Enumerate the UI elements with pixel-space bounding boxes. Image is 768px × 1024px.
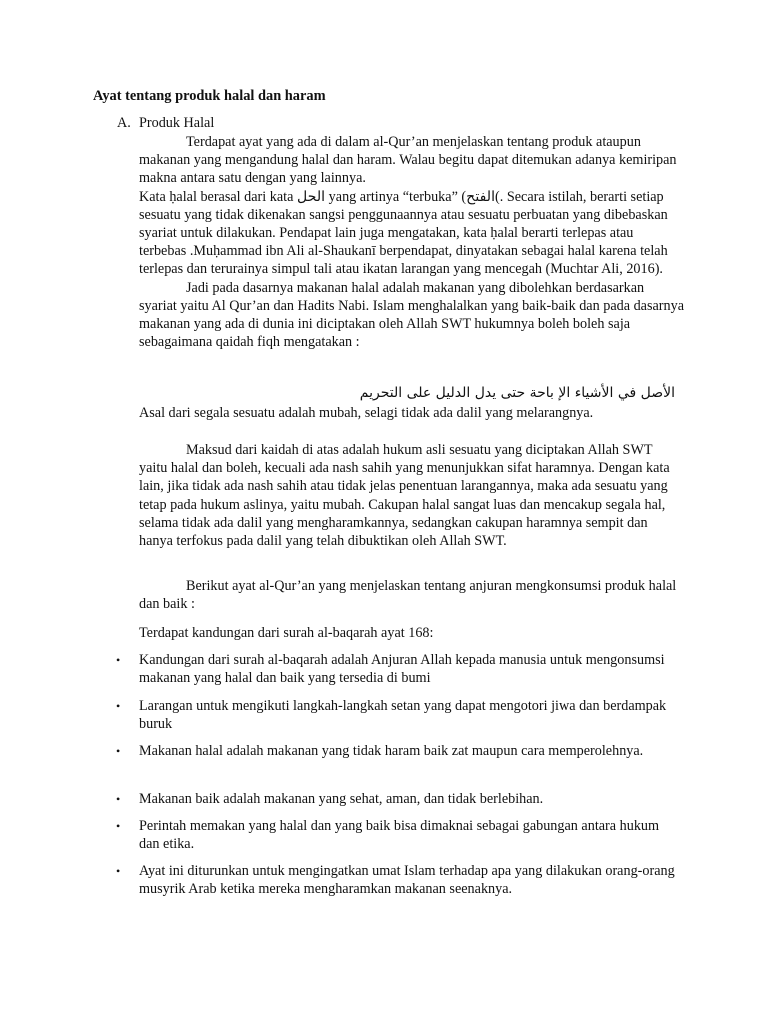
arabic-fiqh-rule: الأصل في الأشياء الإ باحة حتى يدل الدليل على التحريم	[359, 385, 675, 401]
rule-translation: Asal dari segala sesuatu adalah mubah, selagi tidak ada dalil yang melarangnya.	[139, 405, 594, 421]
list-item-text: Kandungan dari surah al-baqarah adalah Anjuran Allah kepada manusia untuk mengonsumsi makanan yang halal dan baik yang tersedia di bumi	[139, 652, 665, 687]
list-item	[116, 817, 679, 854]
section-a-heading	[117, 115, 214, 132]
bullet-icon: •	[116, 744, 121, 758]
bullet-icon: •	[116, 819, 121, 833]
paragraph-1-block	[139, 133, 684, 351]
list-item	[116, 651, 679, 688]
paragraph-5-block	[139, 577, 684, 613]
bullet-icon: •	[116, 864, 121, 878]
list-item-text: Ayat ini diturunkan untuk mengingatkan umat Islam terhadap apa yang dilakukan orang-orang musyrik Arab ketika mereka mengharamkan makanan seenaknya.	[139, 863, 675, 898]
paragraph-4: Maksud dari kaidah di atas adalah hukum asli sesuatu yang diciptakan Allah SWT yaitu halal dan boleh, kecuali ada nash sahih yang menunjukkan sifat haramnya. Dengan kata lain, jika tidak ada nash sahih atau tidak jelas penentuan larangannya, maka ada sesuatu yang tetap pada hukum aslinya, yaitu mubah. Cakupan halal sangat luas dan mencakup segala hal, selama tidak ada dalil yang mengharamkannya, sedangkan cakupan haramnya sempit dan hanya terfokus pada dalil yang telah dibuktikan oleh Allah SWT.	[139, 442, 670, 550]
list-item	[116, 697, 679, 734]
list-item	[116, 790, 679, 808]
list-item	[116, 742, 679, 760]
list-item	[116, 862, 679, 899]
list-item-text: Perintah memakan yang halal dan yang baik bisa dimaknai sebagai gabungan antara hukum dan etika.	[139, 818, 660, 853]
section-a-letter: A.	[117, 115, 131, 131]
list-item-text: Larangan untuk mengikuti langkah-langkah setan yang dapat mengotori jiwa dan berdampak buruk	[139, 698, 667, 733]
paragraph-3: Jadi pada dasarnya makanan halal adalah makanan yang dibolehkan berdasarkan syariat yaitu Al Qur’an dan Hadits Nabi. Islam menghalalkan yang baik-baik dan pada dasarnya makanan yang ada di dunia ini diciptakan oleh Allah SWT hukumnya boleh boleh saja sebagaimana qaidah fiqh mengatakan :	[139, 279, 684, 351]
list-item-text: Makanan halal adalah makanan yang tidak haram baik zat maupun cara memperolehnya.	[139, 743, 644, 759]
document-title: Ayat tentang produk halal dan haram	[93, 88, 326, 104]
bullet-icon: •	[116, 653, 121, 667]
list-item-text: Makanan baik adalah makanan yang sehat, aman, dan tidak berlebihan.	[139, 791, 544, 807]
paragraph-5: Berikut ayat al-Qur’an yang menjelaskan tentang anjuran mengkonsumsi produk halal dan baik :	[139, 578, 677, 613]
paragraph-6: Terdapat kandungan dari surah al-baqarah ayat 168:	[139, 625, 434, 641]
bullet-icon: •	[116, 699, 121, 713]
section-a-title: Produk Halal	[139, 115, 215, 131]
bullet-icon: •	[116, 792, 121, 806]
paragraph-2: Kata ḥalal berasal dari kata الحل yang artinya “terbuka” (الفتح(. Secara istilah, berarti setiap sesuatu yang tidak dikenakan sangsi penggunaannya atau sesuatu perbuatan yang dibebaskan syariat untuk dilakukan. Pendapat lain juga mengatakan, kata ḥalal berarti terlepas atau terbebas .Muḥammad ibn Ali al-Shaukanī berpendapat, dinyatakan sebagai halal karena telah terlepas dan terurainya simpul tali atau ikatan larangan yang mencegah (Muchtar Ali, 2016).	[139, 188, 668, 278]
paragraph-1: Terdapat ayat yang ada di dalam al-Qur’an menjelaskan tentang produk ataupun makanan yang mengandung halal dan haram. Walau begitu dapat ditemukan adanya kemiripan makna antara satu dengan yang lainnya.	[139, 134, 677, 187]
paragraph-4-block	[139, 441, 684, 550]
